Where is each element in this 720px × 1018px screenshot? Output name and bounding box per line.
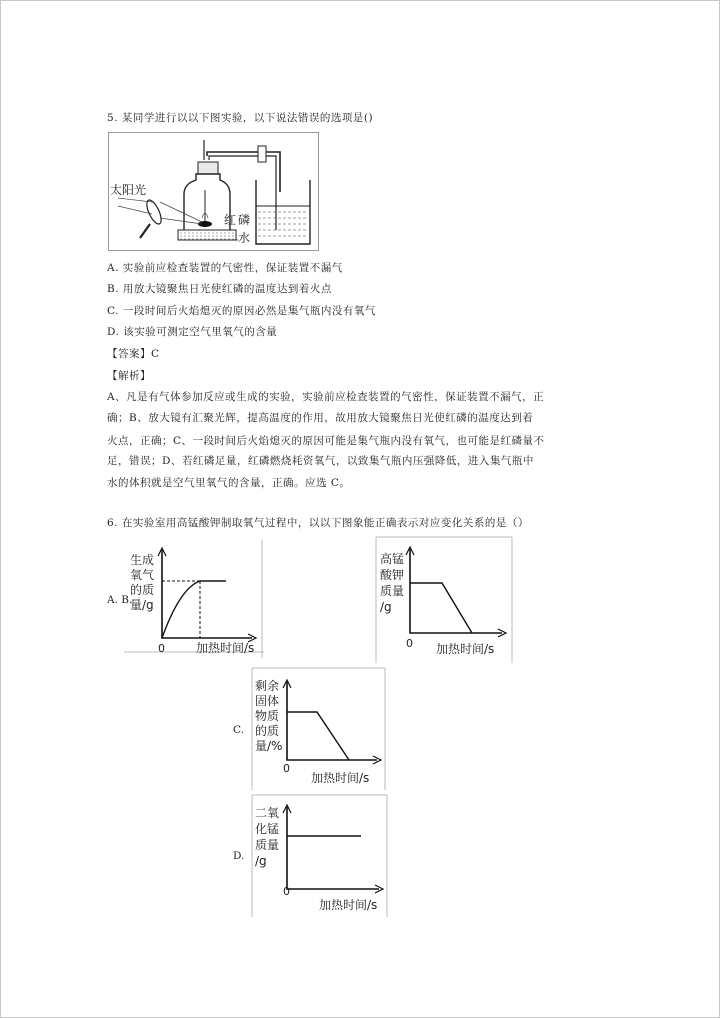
graph-c-origin: 0 bbox=[283, 762, 290, 775]
graph-d-origin: 0 bbox=[283, 885, 290, 898]
q6-option-ab-label: A. B. bbox=[107, 594, 133, 606]
graph-b-origin: 0 bbox=[406, 637, 413, 650]
graph-c-xlabel: 加热时间/s bbox=[311, 771, 370, 785]
graph-c-ylabel-4: 的质 bbox=[255, 724, 280, 738]
graph-c bbox=[251, 668, 387, 790]
graph-a-ylabel-2: 氧气 bbox=[130, 568, 155, 582]
q6-option-d-label: D. bbox=[233, 850, 245, 862]
q5-analysis-line-3: 火点，正确；C、一段时间后火焰熄灭的原因可能是集气瓶内没有氧气，也可能是红磷量不 bbox=[107, 435, 545, 447]
graph-d-xlabel: 加热时间/s bbox=[319, 898, 378, 912]
graph-d bbox=[251, 795, 389, 917]
graph-c-ylabel-3: 物质 bbox=[255, 709, 280, 723]
graph-d-ylabel-1: 二氧 bbox=[255, 806, 280, 820]
q5-analysis-line-1: A、凡是有气体参加反应或生成的实验，实验前应检查装置的气密性，保证装置不漏气，正 bbox=[107, 391, 545, 403]
q5-analysis-line-5: 水的体积就是空气里氧气的含量，正确。应选 C。 bbox=[107, 477, 351, 489]
graph-a-ylabel-3: 的质 bbox=[130, 583, 155, 597]
q5-answer: 【答案】C bbox=[107, 348, 160, 360]
phosphorus-label-1: 红 bbox=[224, 213, 237, 227]
q6-stem: 6. 在实验室用高锰酸钾制取氧气过程中，以以下图象能正确表示对应变化关系的是（） bbox=[107, 517, 529, 529]
phosphorus-label-2: 磷 bbox=[238, 213, 251, 227]
q5-stem: 5. 某同学进行以以下图实验，以下说法错误的选项是() bbox=[107, 112, 374, 124]
q5-apparatus-figure bbox=[108, 132, 320, 252]
graph-b-ylabel-1: 高锰 bbox=[380, 552, 405, 566]
graph-d-ylabel-2: 化锰 bbox=[255, 822, 280, 836]
q5-analysis-line-2: 确；B、放大镜有汇聚光辉，提高温度的作用，故用放大镜聚焦日光使红磷的温度达到着 bbox=[107, 412, 534, 424]
q5-option-c: C. 一段时间后火焰熄灭的原因必然是集气瓶内没有氧气 bbox=[107, 305, 376, 317]
graph-a-ylabel-1: 生成 bbox=[130, 553, 155, 567]
graph-b-ylabel-3: 质量 bbox=[380, 584, 405, 598]
sunlight-label: 太阳光 bbox=[110, 183, 147, 197]
q5-analysis-line-4: 足，错误；D、若红磷足量，红磷燃烧耗资氧气，以致集气瓶内压强降低，进入集气瓶中 bbox=[107, 455, 534, 467]
graph-b-ylabel-2: 酸钾 bbox=[380, 568, 405, 582]
graph-b-xlabel: 加热时间/s bbox=[436, 642, 495, 656]
graph-d-ylabel-3: 质量 bbox=[255, 838, 280, 852]
graph-d-ylabel-4: /g bbox=[255, 854, 267, 868]
q5-analysis-title: 【解析】 bbox=[107, 370, 151, 382]
q5-option-a: A. 实验前应检查装置的气密性，保证装置不漏气 bbox=[107, 262, 343, 274]
graph-c-ylabel-5: 量/% bbox=[255, 739, 283, 753]
q6-option-c-label: C. bbox=[233, 724, 244, 736]
q5-option-d: D. 该实验可测定空气里氧气的含量 bbox=[107, 326, 278, 338]
graph-a-origin: 0 bbox=[158, 642, 165, 655]
graph-c-ylabel-1: 剩余 bbox=[255, 679, 280, 693]
q5-option-b: B. 用放大镜聚焦日光使红磷的温度达到着火点 bbox=[107, 283, 332, 295]
graph-c-ylabel-2: 固体 bbox=[255, 694, 280, 708]
graph-a-ylabel-4: 量/g bbox=[130, 598, 154, 612]
graph-a bbox=[124, 540, 266, 658]
graph-b bbox=[376, 537, 516, 663]
graph-b-ylabel-4: /g bbox=[380, 600, 392, 614]
graph-a-xlabel: 加热时间/s bbox=[196, 641, 255, 655]
water-label: 水 bbox=[238, 231, 251, 245]
